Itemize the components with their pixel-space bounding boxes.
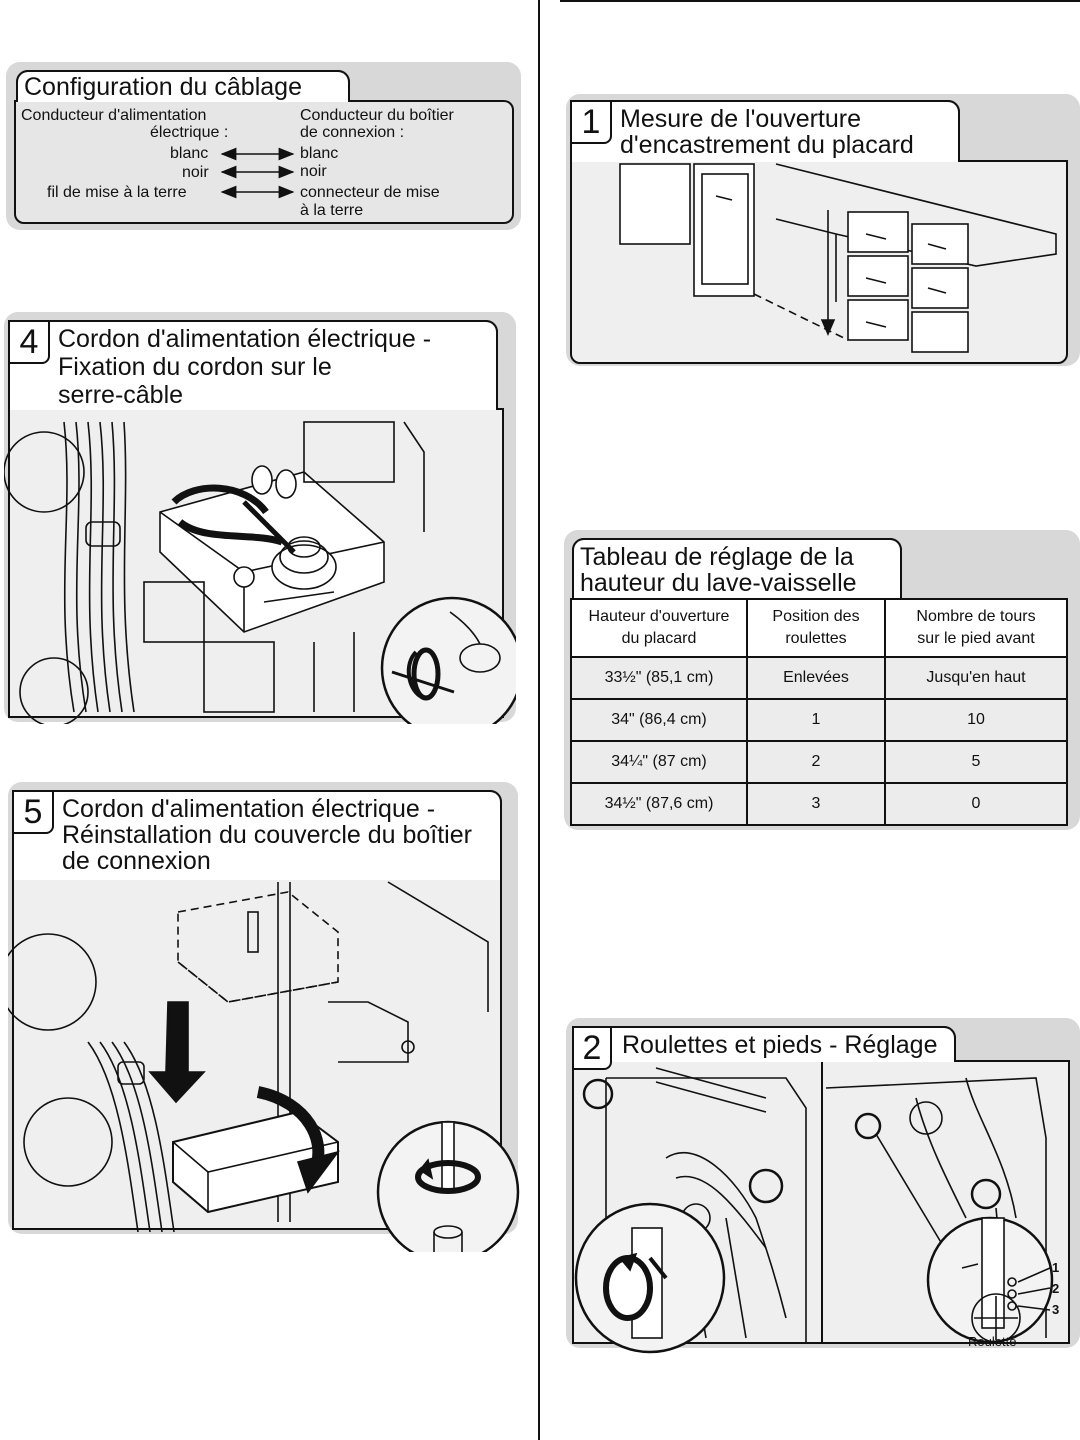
right-header-1: Conducteur du boîtier — [300, 107, 454, 124]
step-1-title-line-2: d'encastrement du placard — [620, 131, 914, 159]
right-ground-2: à la terre — [300, 202, 364, 219]
right-ground: connecteur de mise — [300, 184, 440, 201]
step-5-number: 5 — [12, 790, 54, 834]
step-4-title-line-3: serre-câble — [58, 381, 184, 409]
right-black: noir — [300, 163, 327, 180]
cell-height: 34½" (87,6 cm) — [571, 783, 747, 825]
cell-height: 33½" (85,1 cm) — [571, 657, 747, 699]
step-4-number: 4 — [8, 320, 50, 364]
column-divider — [538, 0, 540, 1440]
header-turns — [885, 599, 1067, 657]
step-2-illustration — [566, 1018, 1080, 1364]
left-white: blanc — [170, 145, 209, 162]
step-4-illustration — [4, 312, 516, 724]
step-5-illustration — [8, 782, 520, 1252]
header-turns-2: sur le pied avant — [917, 630, 1035, 647]
table-row — [571, 699, 1067, 741]
header-roller-position — [747, 599, 885, 657]
top-rule — [560, 0, 1080, 2]
roulette-label: Roulette — [968, 1334, 1017, 1349]
wiring-title: Configuration du câblage — [24, 73, 302, 101]
right-white: blanc — [300, 145, 339, 162]
step-2-number: 2 — [572, 1026, 612, 1070]
step-2-title: Roulettes et pieds - Réglage — [622, 1031, 938, 1059]
step-5-panel — [8, 782, 520, 1252]
step-1-title-line-1: Mesure de l'ouverture — [620, 105, 862, 133]
position-label-2: 2 — [1052, 1281, 1060, 1296]
step-4-title-line-1: Cordon d'alimentation électrique - — [58, 325, 432, 353]
left-ground: fil de mise à la terre — [47, 184, 187, 201]
table-row — [571, 741, 1067, 783]
header-roller-position-1: Position des — [772, 608, 860, 625]
cell-height: 34" (86,4 cm) — [571, 699, 747, 741]
table-row — [571, 657, 1067, 699]
cell-position: Enlevées — [747, 657, 885, 699]
step-4-title-line-2: Fixation du cordon sur le — [58, 353, 332, 381]
step-5-title-line-1: Cordon d'alimentation électrique - — [62, 795, 436, 823]
step-4-panel — [4, 312, 516, 724]
wiring-arrows — [6, 62, 521, 232]
step-1-panel — [566, 94, 1080, 366]
cell-turns: 10 — [885, 699, 1067, 741]
step-2-panel — [566, 1018, 1080, 1364]
header-opening-height-2: du placard — [621, 630, 697, 647]
header-turns-1: Nombre de tours — [916, 608, 1036, 625]
table-row — [571, 783, 1067, 825]
table-title-line-2: hauteur du lave-vaisselle — [580, 569, 857, 597]
height-adjustment-table — [570, 598, 1068, 826]
step-1-illustration — [566, 94, 1080, 366]
right-header-2: de connexion : — [300, 124, 405, 141]
table-title-line-1: Tableau de réglage de la — [580, 543, 854, 571]
header-opening-height-1: Hauteur d'ouverture — [588, 608, 730, 625]
wiring-configuration-panel — [6, 62, 521, 232]
position-label-3: 3 — [1052, 1302, 1060, 1317]
left-black: noir — [182, 164, 209, 181]
cell-position: 3 — [747, 783, 885, 825]
step-5-title-line-2: Réinstallation du couvercle du boîtier — [62, 821, 472, 849]
position-label-1: 1 — [1052, 1260, 1060, 1275]
cell-turns: Jusqu'en haut — [885, 657, 1067, 699]
step-5-title-line-3: de connexion — [62, 847, 211, 875]
cell-position: 2 — [747, 741, 885, 783]
left-header-2: électrique : — [150, 124, 229, 141]
height-table-panel — [564, 530, 1080, 832]
cell-height: 34¼" (87 cm) — [571, 741, 747, 783]
cell-turns: 5 — [885, 741, 1067, 783]
step-1-number: 1 — [570, 100, 612, 144]
cell-turns: 0 — [885, 783, 1067, 825]
header-roller-position-2: roulettes — [785, 630, 847, 647]
cell-position: 1 — [747, 699, 885, 741]
left-header-1: Conducteur d'alimentation — [21, 107, 207, 124]
header-opening-height — [571, 599, 747, 657]
